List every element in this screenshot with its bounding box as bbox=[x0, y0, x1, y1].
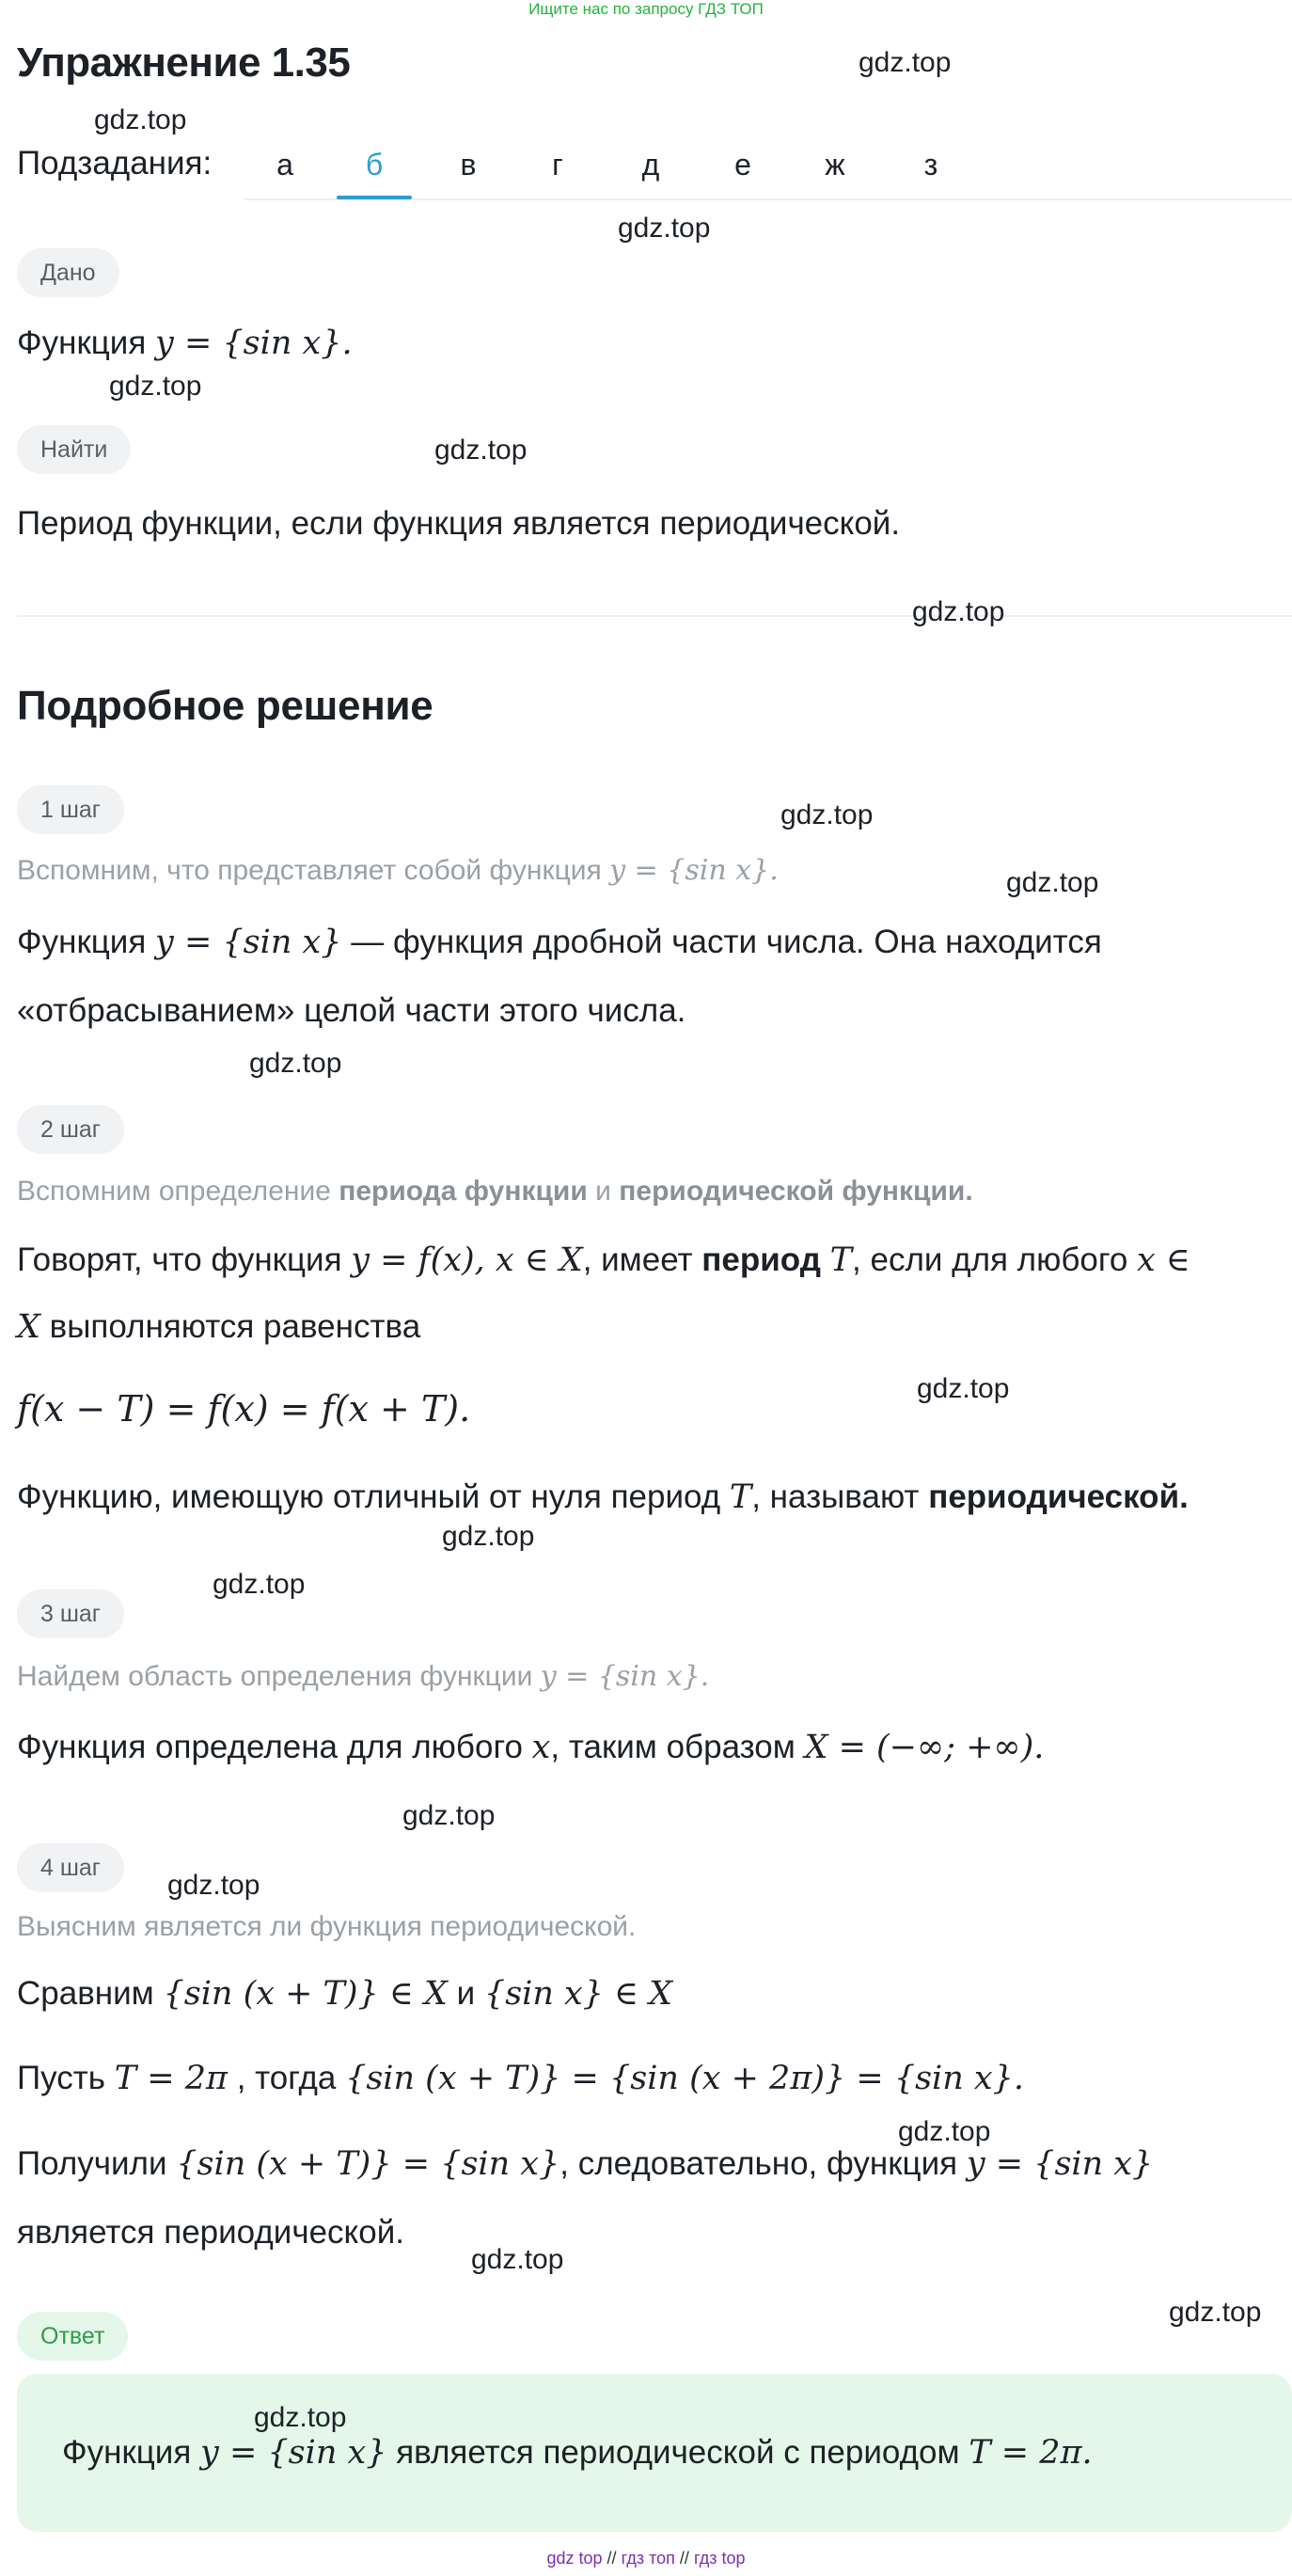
step-3-hint-text: Найдем область определения функции bbox=[17, 1661, 533, 1692]
tab-b[interactable]: б bbox=[337, 139, 412, 198]
footer-links bbox=[0, 2549, 1292, 2568]
top-banner: Ищите нас по запросу ГДЗ ТОП bbox=[528, 0, 764, 18]
step-2-line-1 bbox=[17, 1241, 1190, 1279]
given-text bbox=[17, 324, 353, 362]
find-text: Период функции, если функция является периодической. bbox=[17, 505, 901, 542]
watermark: gdz.top bbox=[618, 213, 711, 244]
step-4-line-4: является периодической. bbox=[17, 2214, 404, 2251]
watermark: gdz.top bbox=[249, 1048, 342, 1079]
watermark: gdz.top bbox=[912, 596, 1005, 627]
tab-e[interactable]: е bbox=[734, 148, 751, 182]
answer-prefix: Функция bbox=[62, 2434, 192, 2471]
watermark: gdz.top bbox=[167, 1870, 260, 1901]
step-3-line-1 bbox=[17, 1729, 1044, 1766]
step-2-l2-m: X bbox=[17, 1308, 40, 1346]
watermark: gdz.top bbox=[1169, 2297, 1262, 2328]
step-4-pill: 4 шаг bbox=[17, 1843, 124, 1892]
step-2-line-2 bbox=[17, 1308, 420, 1346]
step-2-hint-d: периодической функции. bbox=[619, 1176, 973, 1207]
step-4-hint: Выясним является ли функция периодической. bbox=[17, 1911, 637, 1942]
watermark: gdz.top bbox=[94, 104, 187, 135]
step-2-hint-a: Вспомним определение bbox=[17, 1176, 331, 1207]
given-math: y = {sin x}. bbox=[155, 324, 353, 362]
watermark: gdz.top bbox=[859, 47, 952, 78]
step-2-l1-b: , имеет bbox=[582, 1241, 693, 1278]
step-3-l1-m2: X = (−∞; +∞). bbox=[804, 1729, 1045, 1766]
step-1-hint bbox=[17, 854, 779, 887]
step-3-l1-a: Функция определена для любого bbox=[17, 1729, 523, 1765]
answer-pill: Ответ bbox=[17, 2312, 128, 2361]
step-1-line-1 bbox=[17, 924, 1102, 961]
step-2-line-4 bbox=[17, 1478, 1189, 1516]
watermark: gdz.top bbox=[780, 799, 874, 830]
watermark: gdz.top bbox=[109, 371, 202, 402]
step-3-hint bbox=[17, 1660, 709, 1693]
step-2-l1-bold: период bbox=[701, 1241, 821, 1278]
step-4-l2-m2: {sin (x + T)} = {sin (x + 2π)} = {sin x}. bbox=[345, 2060, 1025, 2097]
step-2-l4-a: Функцию, имеющую отличный от нуля период bbox=[17, 1478, 721, 1515]
answer-m2: T = 2π. bbox=[969, 2434, 1093, 2472]
step-2-l1-m3: x ∈ bbox=[1137, 1241, 1190, 1279]
step-1-hint-text: Вспомним, что представляет собой функция bbox=[17, 855, 602, 886]
tab-z[interactable]: з bbox=[923, 148, 938, 182]
step-1-math: y = {sin x} bbox=[155, 924, 342, 961]
watermark: gdz.top bbox=[402, 1800, 496, 1831]
step-1-hint-math: y = {sin x}. bbox=[609, 854, 779, 887]
step-2-l1-a: Говорят, что функция bbox=[17, 1241, 342, 1278]
answer-m1: y = {sin x} bbox=[200, 2434, 387, 2472]
step-4-l2-b: , тогда bbox=[236, 2060, 337, 2096]
page-title: Упражнение 1.35 bbox=[17, 40, 351, 86]
answer-middle: является периодической с периодом bbox=[396, 2434, 960, 2471]
step-4-l1-m1: {sin (x + T)} ∈ X bbox=[163, 1975, 448, 2013]
step-2-l4-m: T bbox=[729, 1478, 752, 1516]
step-4-l2-a: Пусть bbox=[17, 2060, 106, 2096]
step-2-hint bbox=[17, 1176, 973, 1208]
watermark: gdz.top bbox=[1006, 867, 1099, 898]
watermark: gdz.top bbox=[213, 1569, 306, 1600]
given-prefix: Функция bbox=[17, 324, 147, 361]
step-2-l1-m2: T bbox=[829, 1241, 853, 1279]
answer-text bbox=[62, 2434, 1093, 2472]
footer-sep: // bbox=[679, 2549, 689, 2568]
step-2-l4-bold: периодической. bbox=[928, 1478, 1189, 1515]
step-2-hint-b: периода функции bbox=[339, 1176, 588, 1207]
step-3-pill: 3 шаг bbox=[17, 1589, 124, 1638]
footer-link-1[interactable]: gdz top bbox=[546, 2549, 603, 2568]
section-divider bbox=[17, 615, 1292, 617]
watermark: gdz.top bbox=[471, 2244, 564, 2275]
step-2-hint-c: и bbox=[595, 1176, 611, 1207]
step-2-formula: f(x − T) = f(x) = f(x + T). bbox=[17, 1388, 471, 1430]
step-4-l3-m1: {sin (x + T)} = {sin x} bbox=[176, 2145, 560, 2183]
step-2-l2-t: выполняются равенства bbox=[49, 1308, 421, 1345]
step-2-l4-b: , называют bbox=[751, 1478, 920, 1515]
watermark: gdz.top bbox=[917, 1373, 1010, 1404]
solution-title: Подробное решение bbox=[17, 683, 433, 729]
tab-g[interactable]: г bbox=[552, 148, 563, 182]
step-4-l2-m1: T = 2π bbox=[114, 2060, 228, 2097]
footer-sep: // bbox=[607, 2549, 617, 2568]
step-2-l1-m1: y = f(x), x ∈ X bbox=[351, 1241, 583, 1279]
step-4-line-1 bbox=[17, 1975, 672, 2013]
tab-v[interactable]: в bbox=[460, 148, 477, 182]
watermark: gdz.top bbox=[898, 2116, 991, 2147]
step-4-line-3 bbox=[17, 2145, 1153, 2183]
given-pill: Дано bbox=[17, 248, 119, 297]
footer-link-3[interactable]: гдз top bbox=[693, 2549, 746, 2568]
watermark: gdz.top bbox=[442, 1521, 535, 1552]
step-4-line-2 bbox=[17, 2060, 1024, 2097]
tab-a[interactable]: а bbox=[276, 148, 293, 182]
footer-link-2[interactable]: гдз топ bbox=[621, 2549, 675, 2568]
step-1-suffix: — функция дробной части числа. Она находится bbox=[351, 924, 1102, 960]
step-1-prefix: Функция bbox=[17, 924, 147, 960]
watermark: gdz.top bbox=[434, 435, 528, 466]
step-4-l3-b: , следовательно, функция bbox=[559, 2145, 958, 2182]
subtasks-label: Подзадания: bbox=[17, 145, 213, 182]
step-3-l1-m1: x bbox=[531, 1729, 551, 1766]
step-3-hint-math: y = {sin x}. bbox=[540, 1660, 710, 1693]
step-1-line-2: «отбрасыванием» целой части этого числа. bbox=[17, 992, 686, 1029]
step-4-l1-b: и bbox=[456, 1975, 476, 2012]
step-4-l3-m2: y = {sin x} bbox=[966, 2145, 1154, 2183]
step-3-l1-b: , таким образом bbox=[550, 1729, 796, 1765]
tab-zh[interactable]: ж bbox=[825, 148, 845, 182]
watermark: gdz.top bbox=[254, 2402, 347, 2433]
step-1-pill: 1 шаг bbox=[17, 785, 124, 834]
step-2-pill: 2 шаг bbox=[17, 1105, 124, 1154]
step-2-l1-c: , если для любого bbox=[852, 1241, 1128, 1278]
find-pill: Найти bbox=[17, 425, 131, 474]
step-4-l1-a: Сравним bbox=[17, 1975, 154, 2012]
step-4-l3-a: Получили bbox=[17, 2145, 167, 2182]
tab-d[interactable]: д bbox=[641, 148, 660, 182]
step-4-l1-m2: {sin x} ∈ X bbox=[483, 1975, 673, 2013]
